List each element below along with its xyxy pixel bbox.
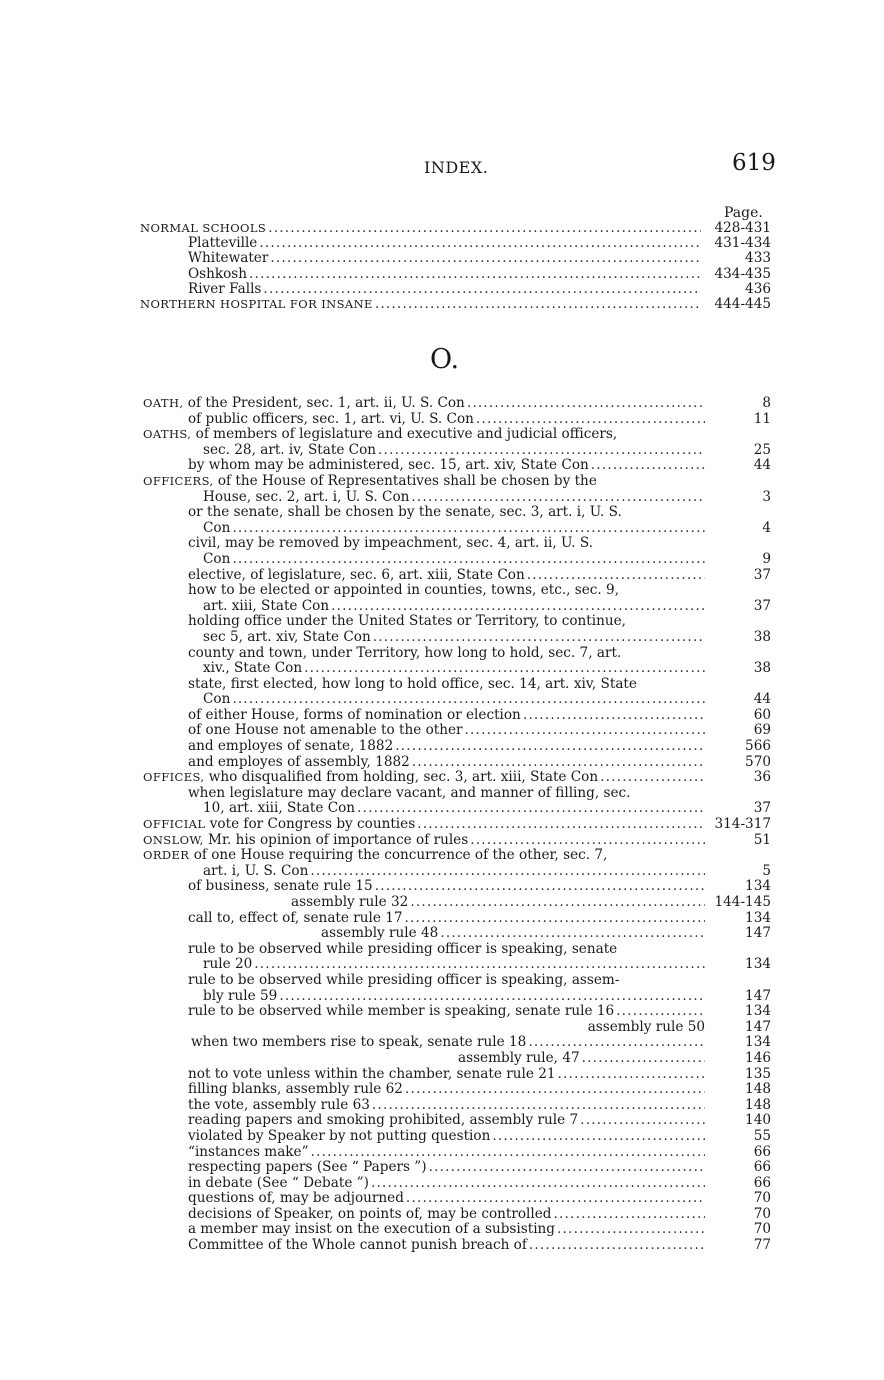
page-reference: 148 (745, 1096, 771, 1113)
leader-dots (404, 1191, 705, 1207)
entry-text: of one House requiring the concurrence of the other, sec. 7, (189, 847, 608, 864)
leader-dots (589, 458, 705, 474)
leader-dots (230, 552, 705, 568)
entry-text: who disqualified from holding, sec. 3, art. xiii, State Con (204, 769, 599, 786)
entry-text: assembly rule, 47 (458, 1049, 580, 1066)
leader-dots (474, 412, 705, 428)
page-reference: 70 (753, 1190, 771, 1207)
index-entry (143, 536, 771, 552)
entry-text: Whitewater (188, 250, 269, 267)
entry-heading: ORDER (143, 848, 190, 863)
section-letter: O. (430, 344, 460, 375)
page-reference: 38 (753, 660, 771, 677)
entry-text: Mr. his opinion of importance of rules (203, 831, 469, 848)
index-entry (143, 786, 771, 802)
entry-text: elective, of legislature, sec. 6, art. xiii, State Con (188, 566, 525, 583)
entry-text: rule 20 (203, 956, 253, 973)
leader-dots (415, 817, 705, 833)
entry-text: and employes of assembly, 1882 (188, 753, 410, 770)
index-entry (143, 552, 771, 568)
entry-text: of the President, sec. 1, art. ii, U. S. Con (183, 395, 465, 411)
page-reference: 4 (762, 519, 771, 536)
leader-dots (309, 1145, 705, 1161)
leader-dots (409, 490, 705, 506)
leader-dots (556, 1067, 706, 1083)
index-entry (143, 1222, 771, 1238)
leader-dots (266, 221, 701, 236)
page-reference: 9 (762, 550, 771, 567)
entry-heading: OFFICES, (143, 770, 205, 785)
leader-dots (526, 1035, 705, 1051)
page-reference: 134 (745, 1034, 771, 1051)
entry-heading: OATHS, (143, 427, 192, 442)
page-reference: 55 (753, 1127, 771, 1144)
index-entry (143, 1191, 771, 1207)
page-reference: 37 (753, 597, 771, 614)
page-reference: 431-434 (714, 235, 771, 252)
leader-dots (403, 1082, 705, 1098)
entry-heading: OFFICERS, (143, 473, 214, 488)
leader-dots (230, 692, 705, 708)
index-entry (143, 1207, 771, 1223)
page-reference: 433 (745, 250, 771, 267)
leader-dots (490, 1129, 705, 1145)
leader-dots (551, 1207, 705, 1223)
entry-text: filling blanks, assembly rule 62 (188, 1081, 403, 1098)
entry-text: of either House, forms of nomination or election (188, 706, 521, 723)
leader-dots (371, 630, 705, 646)
page-reference: 147 (745, 925, 771, 942)
page-reference: 69 (753, 722, 771, 739)
page-reference: 140 (745, 1112, 771, 1129)
page-reference: 428-431 (714, 220, 771, 236)
index-entry (143, 895, 771, 911)
entry-text: House, sec. 2, art. i, U. S. Con (203, 488, 410, 505)
entry-text: when two members rise to speak, senate rule 18 (191, 1034, 527, 1051)
page-reference: 70 (753, 1205, 771, 1222)
page-reference: 66 (753, 1143, 771, 1160)
entry-text: and employes of senate, 1882 (188, 738, 394, 755)
entry-text: violated by Speaker by not putting question (188, 1127, 491, 1144)
index-entry (143, 801, 771, 817)
entry-heading: NORTHERN HOSPITAL FOR INSANE (140, 296, 373, 311)
page-reference: 11 (753, 410, 771, 427)
leader-dots (410, 755, 705, 771)
leader-dots (555, 1222, 705, 1238)
entry-text: assembly rule 48 (321, 925, 439, 942)
index-entry (143, 396, 771, 412)
index-entry (143, 521, 771, 537)
entry-text: rule to be observed while member is speaking, senate rule 16 (188, 1003, 615, 1020)
entry-heading: OFFICIAL (143, 817, 206, 832)
index-entry (143, 1176, 771, 1192)
page-reference: 434-435 (714, 265, 771, 282)
leader-dots (302, 661, 705, 677)
leader-dots (230, 521, 705, 537)
leader-dots (393, 739, 705, 755)
entry-text: a member may insist on the execution of a subsisting (188, 1221, 555, 1238)
page-reference: 134 (745, 1003, 771, 1020)
entry-text: Platteville (188, 235, 258, 252)
entry-text: reading papers and smoking prohibited, assembly rule 7 (188, 1112, 579, 1129)
leader-dots (521, 708, 705, 724)
leader-dots (373, 879, 705, 895)
entry-text: when legislature may declare vacant, and manner of filling, sec. (188, 784, 631, 801)
leader-dots (376, 443, 705, 459)
entry-text: or the senate, shall be chosen by the senate, sec. 3, art. i, U. S. (188, 504, 622, 521)
leader-dots (257, 236, 701, 251)
entry-text: of business, senate rule 15 (188, 878, 373, 895)
index-entry (143, 505, 771, 521)
page-reference: 37 (753, 566, 771, 583)
index-entry (143, 412, 771, 428)
leader-dots (408, 895, 705, 911)
index-entry (143, 568, 771, 584)
index-entry (143, 926, 771, 942)
index-entry (143, 692, 771, 708)
page-reference: 77 (753, 1237, 771, 1254)
entry-text: art. xiii, State Con (203, 597, 330, 614)
index-entry (140, 282, 771, 297)
entry-text: vote for Congress by counties (205, 816, 416, 833)
page-reference: 37 (753, 800, 771, 817)
entry-text: in debate (See “ Debate ”) (188, 1174, 369, 1191)
entry-text: of public officers, sec. 1, art. vi, U. S. Con (188, 410, 474, 427)
index-entry (143, 1113, 771, 1129)
page-reference: 51 (753, 831, 771, 848)
index-entry (143, 942, 771, 958)
entry-text: sec 5, art. xiv, State Con (203, 628, 371, 645)
index-entry (143, 458, 771, 474)
page-reference: 566 (745, 738, 771, 755)
index-entry (143, 911, 771, 927)
leader-dots (525, 568, 705, 584)
leader-dots (465, 396, 705, 412)
page-reference: 44 (753, 691, 771, 708)
index-entry (143, 989, 771, 1005)
entry-text: decisions of Speaker, on points of, may be controlled (188, 1205, 552, 1222)
leader-dots (261, 282, 701, 297)
entry-text: holding office under the United States or Territory, to continue, (188, 613, 626, 630)
index-entry (143, 973, 771, 989)
index-entry (143, 630, 771, 646)
entry-text: assembly rule 32 (291, 894, 409, 910)
index-entry (143, 879, 771, 895)
entry-text: call to, effect of, senate rule 17 (188, 909, 403, 926)
index-entry (143, 599, 771, 615)
index-entry (143, 443, 771, 459)
index-entry (143, 583, 771, 599)
page-reference: 134 (745, 909, 771, 926)
entry-text: of the House of Representatives shall be chosen by the (213, 472, 597, 489)
page-reference: 8 (762, 395, 771, 411)
index-entry (140, 236, 771, 251)
entry-text: how to be elected or appointed in counties, towns, etc., sec. 9, (188, 582, 620, 599)
index-entry (143, 957, 771, 973)
page-reference: 148 (745, 1081, 771, 1098)
page-reference: 147 (745, 1018, 771, 1035)
entry-text: Con (203, 691, 231, 708)
page-reference: 60 (753, 706, 771, 723)
index-entry (143, 848, 771, 864)
page-reference: 36 (753, 769, 771, 786)
page-reference: 44 (753, 457, 771, 474)
entry-text: “instances make” (188, 1143, 309, 1160)
leader-dots (370, 1098, 705, 1114)
leader-dots (438, 926, 705, 942)
leader-dots (463, 723, 705, 739)
page-reference: 147 (745, 987, 771, 1004)
page-reference: 5 (762, 862, 771, 879)
index-entry (143, 474, 771, 490)
entry-text: art. i, U. S. Con (203, 862, 309, 879)
leader-dots (268, 251, 701, 266)
index-entry (143, 1129, 771, 1145)
entry-text: the vote, assembly rule 63 (188, 1096, 370, 1113)
entry-text: respecting papers (See “ Papers ”) (188, 1159, 427, 1176)
index-entry (143, 490, 771, 506)
entry-text: Con (203, 550, 231, 567)
page-reference: 3 (762, 488, 771, 505)
entry-heading: ONSLOW, (143, 832, 204, 847)
page-reference: 314-317 (714, 816, 771, 833)
leader-dots (578, 1113, 705, 1129)
page-reference: 66 (753, 1174, 771, 1191)
entry-heading: OATH, (143, 396, 184, 410)
page-reference: 144-145 (714, 894, 771, 910)
leader-dots (468, 833, 705, 849)
entry-text: civil, may be removed by impeachment, sec. 4, art. ii, U. S. (188, 535, 593, 552)
index-entry (143, 1082, 771, 1098)
entry-text: Committee of the Whole cannot punish breach of (188, 1237, 527, 1254)
entry-text: of members of legislature and executive and judicial officers, (191, 426, 618, 443)
page-reference: 134 (745, 878, 771, 895)
page-reference: 146 (745, 1049, 771, 1066)
entry-text: questions of, may be adjourned (188, 1190, 404, 1207)
index-entry (143, 661, 771, 677)
index-entry (143, 1098, 771, 1114)
index-entry (143, 1145, 771, 1161)
page-reference: 570 (745, 753, 771, 770)
leader-dots (355, 801, 705, 817)
page-reference: 66 (753, 1159, 771, 1176)
page-reference: 444-445 (714, 295, 771, 312)
entry-text: sec. 28, art. iv, State Con (203, 441, 377, 458)
page-reference: 436 (745, 280, 771, 297)
entry-text: Con (203, 519, 231, 536)
index-entry (143, 1035, 771, 1051)
index-entry (143, 614, 771, 630)
index-entry (143, 708, 771, 724)
page-reference: 70 (753, 1221, 771, 1238)
page-number: 619 (732, 150, 776, 176)
leader-dots (369, 1176, 705, 1192)
leader-dots (427, 1160, 705, 1176)
page-reference: 134 (745, 956, 771, 973)
entry-text: bly rule 59 (203, 987, 278, 1004)
entry-text: rule to be observed while presiding officer is speaking, assem- (188, 971, 620, 988)
entry-text: River Falls (188, 280, 262, 297)
index-entry (143, 817, 771, 833)
index-entry (143, 1238, 771, 1254)
leader-dots (373, 297, 701, 312)
index-entry (143, 723, 771, 739)
entry-text: of one House not amenable to the other (188, 722, 463, 739)
leader-dots (277, 989, 705, 1005)
index-entry (140, 251, 771, 266)
leader-dots (580, 1051, 705, 1067)
entry-text: Oshkosh (188, 265, 248, 282)
entry-text: assembly rule 50 (587, 1018, 705, 1035)
running-head: INDEX. (424, 158, 489, 177)
entry-text: not to vote unless within the chamber, senate rule 21 (188, 1065, 556, 1082)
index-entry (143, 677, 771, 693)
index-entry (143, 833, 771, 849)
normal-schools-section (140, 221, 771, 312)
leader-dots (252, 957, 705, 973)
index-entry (143, 1067, 771, 1083)
entry-heading: NORMAL SCHOOLS (140, 221, 267, 235)
entry-text: state, first elected, how long to hold office, sec. 14, art. xiv, State (188, 675, 637, 692)
index-entry (143, 1004, 771, 1020)
leader-dots (329, 599, 705, 615)
index-entry (143, 755, 771, 771)
index-entry (143, 646, 771, 662)
page-reference: 25 (753, 441, 771, 458)
index-entry (143, 770, 771, 786)
index-entry (140, 297, 771, 312)
index-entry (143, 1160, 771, 1176)
index-entry (143, 739, 771, 755)
entry-text: rule to be observed while presiding officer is speaking, senate (188, 940, 618, 957)
leader-dots (403, 911, 705, 927)
index-entry (140, 221, 771, 236)
entry-text: by whom may be administered, sec. 15, art. xiv, State Con (188, 457, 589, 474)
index-entry (140, 267, 771, 282)
leader-dots (308, 864, 705, 880)
page-column-label: Page. (724, 205, 763, 221)
leader-dots (527, 1238, 705, 1254)
leader-dots (247, 267, 701, 282)
index-entry (143, 427, 771, 443)
leader-dots (614, 1004, 705, 1020)
index-entry (143, 1020, 771, 1036)
index-entry (143, 864, 771, 880)
index-entry (143, 1051, 771, 1067)
page-reference: 38 (753, 628, 771, 645)
entry-text: xiv., State Con (203, 660, 303, 677)
entry-text: 10, art. xiii, State Con (203, 800, 356, 817)
leader-dots (598, 770, 705, 786)
o-section-entries (143, 396, 771, 1254)
page-reference: 135 (745, 1065, 771, 1082)
entry-text: county and town, under Territory, how long to hold, sec. 7, art. (188, 644, 622, 661)
